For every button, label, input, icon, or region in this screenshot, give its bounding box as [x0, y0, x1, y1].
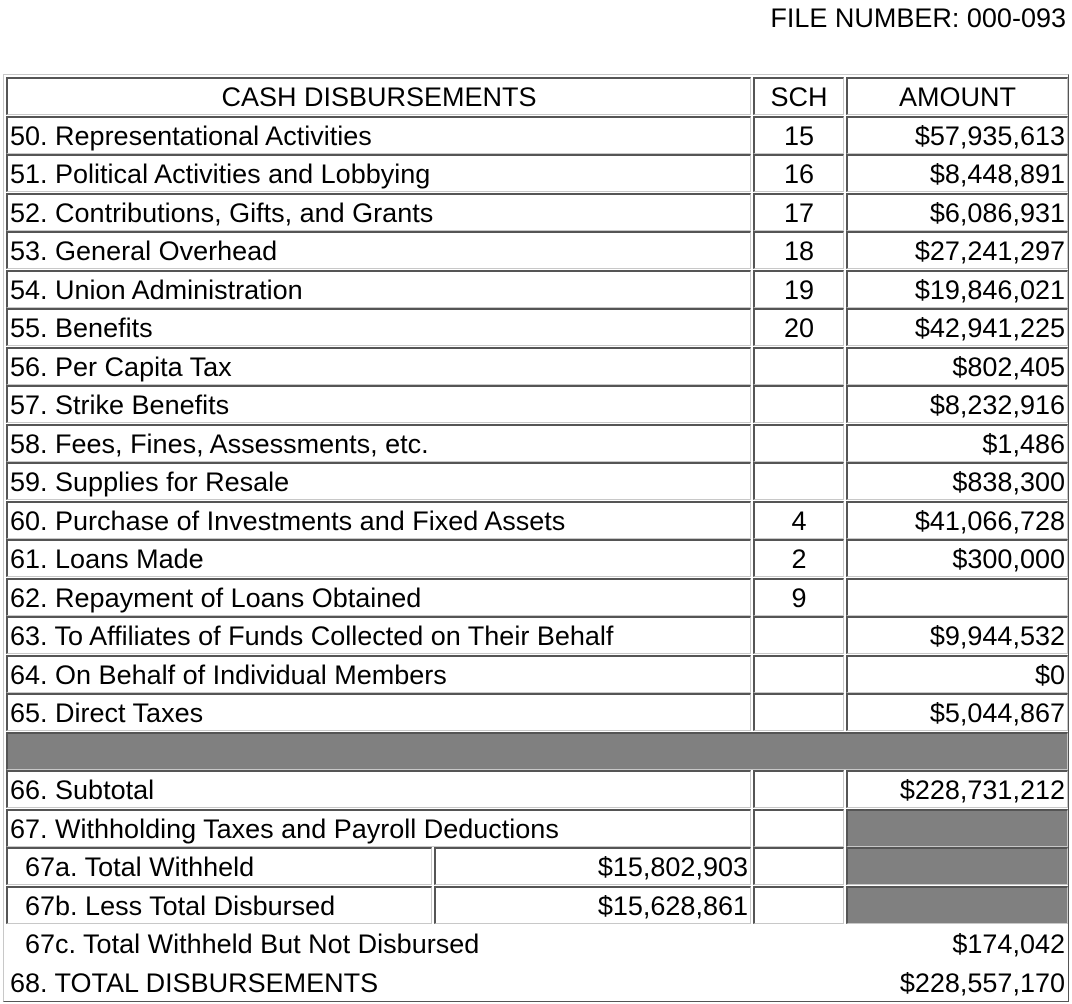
row-sch: 2 — [753, 539, 844, 577]
subtotal-amount: $228,731,212 — [846, 770, 1068, 808]
row-label: 53. General Overhead — [6, 231, 751, 269]
row-label: 54. Union Administration — [6, 270, 751, 308]
less-disbursed-amount-shaded — [846, 886, 1068, 924]
row-amount — [846, 578, 1068, 616]
row-label: 52. Contributions, Gifts, and Grants — [6, 193, 751, 231]
row-sch: 4 — [753, 501, 844, 539]
total-withheld-label: 67a. Total Withheld — [6, 847, 432, 885]
row-sch: 20 — [753, 308, 844, 346]
row-label: 57. Strike Benefits — [6, 385, 751, 423]
row-sch — [753, 462, 844, 500]
row-amount: $8,448,891 — [846, 154, 1068, 192]
row-sch: 17 — [753, 193, 844, 231]
row-label: 58. Fees, Fines, Assessments, etc. — [6, 424, 751, 462]
row-label: 56. Per Capita Tax — [6, 347, 751, 385]
row-amount: $802,405 — [846, 347, 1068, 385]
withholding-amount-shaded — [846, 809, 1068, 847]
row-sch — [753, 424, 844, 462]
row-sch — [753, 385, 844, 423]
row-label: 60. Purchase of Investments and Fixed Assets — [6, 501, 751, 539]
separator-band — [6, 732, 1068, 770]
row-label: 50. Representational Activities — [6, 116, 751, 154]
row-sch — [753, 693, 844, 731]
row-amount: $5,044,867 — [846, 693, 1068, 731]
not-disbursed-amount: $174,042 — [952, 929, 1065, 959]
withholding-sch — [753, 809, 844, 847]
row-label: 55. Benefits — [6, 308, 751, 346]
row-label: 65. Direct Taxes — [6, 693, 751, 731]
less-disbursed-sch — [753, 886, 844, 924]
row-label: 61. Loans Made — [6, 539, 751, 577]
row-sch: 16 — [753, 154, 844, 192]
total-withheld-sch — [753, 847, 844, 885]
less-disbursed-value: $15,628,861 — [434, 886, 751, 924]
subtotal-sch — [753, 770, 844, 808]
row-sch: 19 — [753, 270, 844, 308]
row-sch — [753, 347, 844, 385]
row-amount: $57,935,613 — [846, 116, 1068, 154]
cash-disbursements-table — [3, 74, 1069, 1002]
subtotal-label: 66. Subtotal — [6, 770, 751, 808]
row-amount: $0 — [846, 655, 1068, 693]
header-amount: AMOUNT — [846, 77, 1068, 115]
total-withheld-amount-shaded — [846, 847, 1068, 885]
total-withheld-value: $15,802,903 — [434, 847, 751, 885]
row-amount: $8,232,916 — [846, 385, 1068, 423]
less-disbursed-label: 67b. Less Total Disbursed — [6, 886, 432, 924]
row-amount: $300,000 — [846, 539, 1068, 577]
row-amount: $19,846,021 — [846, 270, 1068, 308]
total-label: 68. TOTAL DISBURSEMENTS — [10, 967, 379, 998]
row-label: 59. Supplies for Resale — [6, 462, 751, 500]
row-amount: $42,941,225 — [846, 308, 1068, 346]
header-sch: SCH — [753, 77, 844, 115]
row-label: 51. Political Activities and Lobbying — [6, 154, 751, 192]
row-amount: $9,944,532 — [846, 616, 1068, 654]
row-sch: 18 — [753, 231, 844, 269]
row-amount: $27,241,297 — [846, 231, 1068, 269]
row-amount: $41,066,728 — [846, 501, 1068, 539]
row-amount: $6,086,931 — [846, 193, 1068, 231]
row-label: 64. On Behalf of Individual Members — [6, 655, 751, 693]
row-sch — [753, 616, 844, 654]
row-sch — [753, 655, 844, 693]
row-amount: $1,486 — [846, 424, 1068, 462]
row-amount: $838,300 — [846, 462, 1068, 500]
total-amount: $228,557,170 — [899, 967, 1065, 998]
header-cash-disbursements: CASH DISBURSEMENTS — [6, 77, 751, 115]
row-sch: 15 — [753, 116, 844, 154]
file-number: FILE NUMBER: 000-093 — [770, 3, 1066, 33]
not-disbursed-label: 67c. Total Withheld But Not Disbursed — [25, 929, 480, 959]
row-label: 62. Repayment of Loans Obtained — [6, 578, 751, 616]
row-sch: 9 — [753, 578, 844, 616]
withholding-label: 67. Withholding Taxes and Payroll Deductions — [6, 809, 751, 847]
row-label: 63. To Affiliates of Funds Collected on Their Behalf — [6, 616, 751, 654]
